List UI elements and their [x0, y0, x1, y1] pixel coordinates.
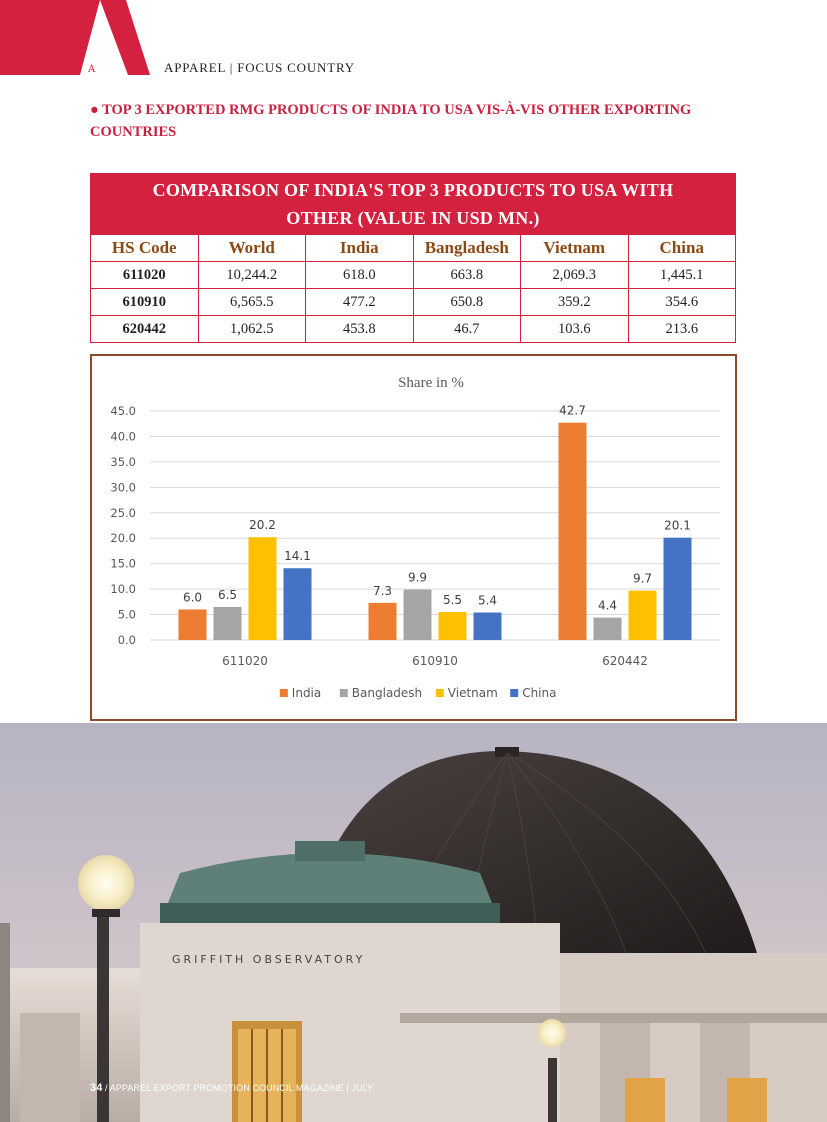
table-cell: 477.2 — [306, 289, 414, 316]
table-cell: 103.6 — [521, 316, 629, 343]
x-tick-label: 611020 — [222, 654, 268, 668]
page-footer — [90, 1082, 373, 1094]
bar — [559, 423, 587, 640]
table-header-row — [91, 235, 736, 262]
observatory-illustration — [0, 723, 827, 1122]
table-cell: 359.2 — [521, 289, 629, 316]
data-label: 4.4 — [597, 598, 618, 613]
data-label: 14.1 — [284, 549, 311, 564]
comparison-table — [90, 173, 736, 343]
legend-swatch — [280, 689, 288, 697]
magazine-logo — [0, 0, 150, 75]
table-cell: 620442 — [91, 316, 199, 343]
column-header: China — [628, 235, 736, 262]
legend-label: Vietnam — [447, 686, 498, 700]
table-cell: 10,244.2 — [198, 262, 306, 289]
table-cell: 46.7 — [413, 316, 521, 343]
table-title-line2: OTHER (VALUE IN USD MN.) — [286, 208, 540, 228]
column-header: Bangladesh — [413, 235, 521, 262]
y-tick-label: 40.0 — [110, 429, 136, 444]
table-cell: 618.0 — [306, 262, 414, 289]
section-heading: ● TOP 3 EXPORTED RMG PRODUCTS OF INDIA TO USA VIS-À-VIS OTHER EXPORTING COUNTRIES — [90, 102, 692, 140]
data-label: 20.2 — [249, 518, 276, 533]
y-tick-label: 30.0 — [110, 480, 136, 495]
data-label: 9.7 — [632, 571, 653, 586]
legend-label: China — [522, 686, 557, 700]
column-header: India — [306, 235, 414, 262]
table-cell: 2,069.3 — [521, 262, 629, 289]
column-header: HS Code — [91, 235, 199, 262]
bar — [214, 607, 242, 640]
y-tick-label: 45.0 — [110, 404, 136, 418]
table-cell: 610910 — [91, 289, 199, 316]
data-table — [90, 234, 736, 343]
y-tick-label: 10.0 — [110, 582, 136, 597]
x-tick-label: 610910 — [412, 654, 458, 668]
data-label: 5.5 — [442, 593, 463, 608]
legend-swatch — [340, 689, 348, 697]
table-cell: 650.8 — [413, 289, 521, 316]
bar — [664, 538, 692, 640]
x-tick-label: 620442 — [602, 654, 648, 668]
y-tick-label: 20.0 — [110, 531, 136, 546]
page-number: 34 — [90, 1082, 103, 1094]
bar — [474, 613, 502, 640]
column-header: Vietnam — [521, 235, 629, 262]
y-tick-label: 15.0 — [110, 556, 136, 571]
table-title — [90, 173, 736, 234]
y-tick-label: 0.0 — [117, 633, 136, 647]
legend-swatch — [510, 689, 518, 697]
data-label: 9.9 — [407, 570, 428, 585]
table-cell: 6,565.5 — [198, 289, 306, 316]
share-chart — [90, 354, 737, 721]
bar — [629, 591, 657, 640]
table-cell: 213.6 — [628, 316, 736, 343]
observatory-photo — [0, 723, 827, 1122]
bar — [594, 618, 622, 640]
table-cell: 453.8 — [306, 316, 414, 343]
data-label: 20.1 — [664, 518, 691, 533]
legend-swatch — [436, 689, 444, 697]
data-label: 42.7 — [559, 403, 586, 418]
chart-title: Share in % — [398, 375, 464, 391]
footer-text: / APPAREL EXPORT PROMOTION COUNCIL MAGAZINE | JULY — [105, 1083, 374, 1093]
legend-label: Bangladesh — [351, 686, 423, 700]
table-row — [91, 289, 736, 316]
section-label: APPAREL | FOCUS COUNTRY — [164, 60, 355, 75]
chart-svg — [92, 356, 735, 719]
data-label: 6.5 — [217, 587, 238, 602]
table-cell: 663.8 — [413, 262, 521, 289]
bar — [179, 609, 207, 640]
y-tick-label: 25.0 — [110, 505, 136, 520]
bar — [404, 590, 432, 640]
table-title-line1: COMPARISON OF INDIA'S TOP 3 PRODUCTS TO USA WITH — [152, 180, 674, 200]
bar — [369, 603, 397, 640]
bar — [249, 537, 277, 640]
table-row — [91, 262, 736, 289]
data-label: 5.4 — [477, 593, 498, 608]
table-row — [91, 316, 736, 343]
table-cell: 611020 — [91, 262, 199, 289]
y-tick-label: 35.0 — [110, 454, 136, 469]
bar — [284, 568, 312, 640]
data-label: 6.0 — [182, 590, 203, 605]
legend-label: India — [291, 686, 322, 700]
data-label: 7.3 — [372, 583, 393, 598]
logo-letter: A — [88, 64, 96, 75]
table-cell: 354.6 — [628, 289, 736, 316]
bar — [439, 612, 467, 640]
table-cell: 1,062.5 — [198, 316, 306, 343]
column-header: World — [198, 235, 306, 262]
building-sign: GRIFFITH OBSERVATORY — [172, 953, 366, 966]
y-tick-label: 5.0 — [117, 607, 136, 622]
table-cell: 1,445.1 — [628, 262, 736, 289]
